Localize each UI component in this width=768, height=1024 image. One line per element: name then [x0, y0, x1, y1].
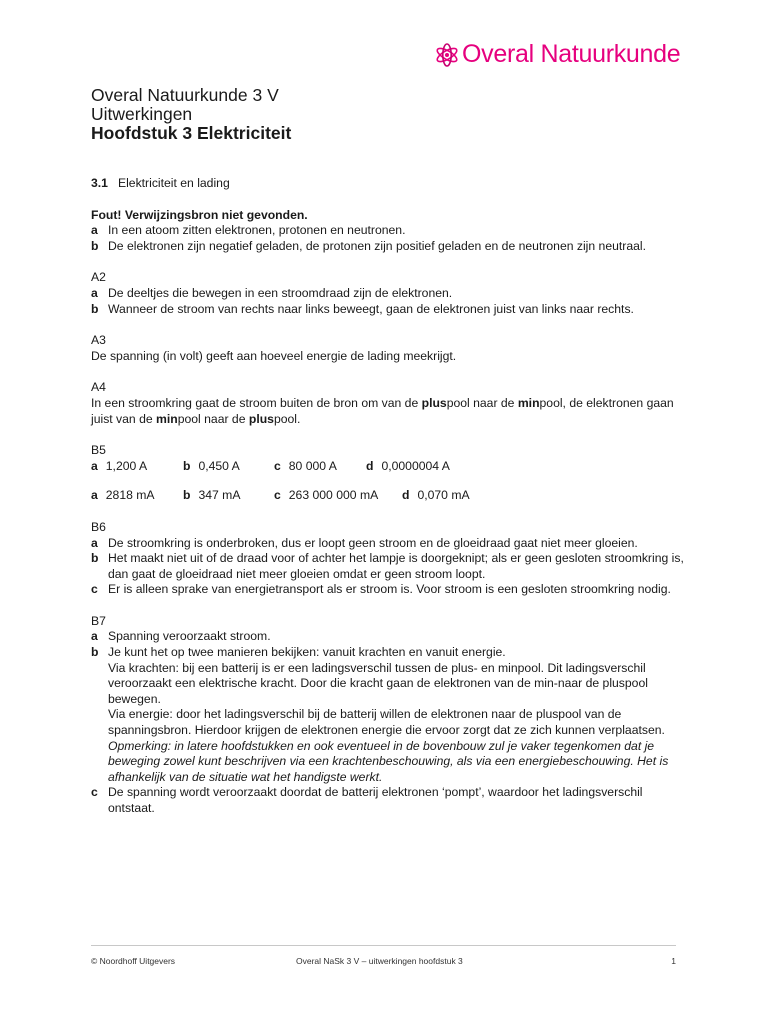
item-label: a	[91, 223, 98, 238]
question-heading: B5	[91, 443, 106, 458]
question-heading: A3	[91, 333, 106, 348]
answer-text-group	[108, 645, 691, 785]
chapter-title: Hoofdstuk 3 Elektriciteit	[91, 123, 292, 143]
answer-text: De spanning (in volt) geeft aan hoeveel energie de lading meekrijgt.	[91, 348, 457, 363]
page-footer	[91, 945, 676, 966]
question-a4	[91, 380, 691, 427]
book-title: Overal Natuurkunde 3 V	[91, 85, 279, 105]
document-header	[91, 86, 291, 143]
answer-text: In een stroomkring gaat de stroom buiten de bron om van de pluspool naar de minpool, de elektronen gaan juist van de minpool naar de pluspool.	[91, 395, 674, 426]
item-label: b	[91, 301, 99, 316]
answer-text: Via krachten: bij een batterij is er een ladingsverschil tussen de plus- en minpool. Dit ladingsverschil veroorzaakt een elektrische kracht. Door die kracht gaan de elektronen van de min-naar de pluspool bewegen.	[108, 660, 648, 706]
answer-text: De spanning wordt veroorzaakt doordat de batterij elektronen ‘pompt’, waardoor het ladingsverschil ontstaat.	[108, 785, 643, 815]
question-heading: Fout! Verwijzingsbron niet gevonden.	[91, 207, 308, 222]
item-label: b	[91, 645, 99, 660]
item-label: c	[91, 582, 98, 597]
answer-text: De elektronen zijn negatief geladen, de protonen zijn positief geladen en de neutronen zijn neutraal.	[108, 238, 646, 253]
item-label: b	[91, 551, 99, 566]
answer-row-1: a 1,200 A b 0,450 A c 80 000 A d 0,0000004 A	[91, 458, 450, 473]
doc-type: Uitwerkingen	[91, 104, 193, 124]
question-a1	[91, 208, 691, 255]
item-label: a	[91, 629, 98, 644]
answer-row-2: a 2818 mA b 347 mA c 263 000 000 mA d 0,070 mA	[91, 488, 470, 503]
section-number: 3.1	[91, 176, 108, 190]
question-heading: A2	[91, 270, 106, 285]
item-label: a	[91, 285, 98, 300]
logo-text: Overal Natuurkunde	[462, 40, 681, 68]
question-heading: B7	[91, 613, 106, 628]
footer-copyright: © Noordhoff Uitgevers	[91, 956, 176, 966]
question-heading: B6	[91, 519, 106, 534]
answer-text: De deeltjes die bewegen in een stroomdraad zijn de elektronen.	[108, 285, 453, 300]
answer-text: De stroomkring is onderbroken, dus er loopt geen stroom en de gloeidraad gaat niet meer gloeien.	[108, 535, 638, 550]
answer-text: Het maakt niet uit of de draad voor of achter het lampje is doorgeknipt; als er geen gesloten stroomkring is, dan gaat de gloeidraad niet meer gloeien omdat er geen stroom loopt.	[108, 551, 684, 581]
remark-text: Opmerking: in latere hoofdstukken en ook eventueel in de bovenbouw zul je vaker tegenkomen dat je beweging zowel kunt beschrijven via een krachtenbeschouwing, als via een energiebeschouwing. Het is afhankelijk van de situatie wat het handigste werkt.	[108, 738, 669, 784]
item-label: c	[91, 785, 98, 800]
answer-text: In een atoom zitten elektronen, protonen en neutronen.	[108, 223, 406, 238]
page-number: 1	[671, 956, 676, 966]
footer-title: Overal NaSk 3 V – uitwerkingen hoofdstuk 3	[296, 956, 463, 966]
question-a2	[91, 270, 691, 317]
item-label: b	[91, 238, 99, 253]
question-heading: A4	[91, 380, 106, 395]
answer-text: Er is alleen sprake van energietransport als er stroom is. Voor stroom is een gesloten stroomkring nodig.	[108, 582, 671, 597]
answer-text: Wanneer de stroom van rechts naar links beweegt, gaan de elektronen juist van links naar rechts.	[108, 301, 634, 316]
atom-icon	[434, 42, 460, 68]
answers-body	[91, 176, 691, 833]
brand-logo	[434, 40, 680, 69]
section-heading	[91, 176, 691, 192]
question-b6	[91, 520, 691, 598]
answer-text: Via energie: door het ladingsverschil bij de batterij willen de elektronen naar de pluspool van de spanningsbron. Hierdoor krijgen de elektronen energie die ervoor zorgt dat ze zich kunnen verplaatsen.	[108, 707, 665, 738]
answer-text: Spanning veroorzaakt stroom.	[108, 629, 271, 644]
question-a3	[91, 333, 691, 364]
question-b5	[91, 443, 691, 504]
question-b7	[91, 614, 691, 817]
item-label: a	[91, 535, 98, 550]
section-title: Elektriciteit en lading	[117, 176, 230, 190]
answer-text: Je kunt het op twee manieren bekijken: vanuit krachten en vanuit energie.	[108, 645, 506, 660]
